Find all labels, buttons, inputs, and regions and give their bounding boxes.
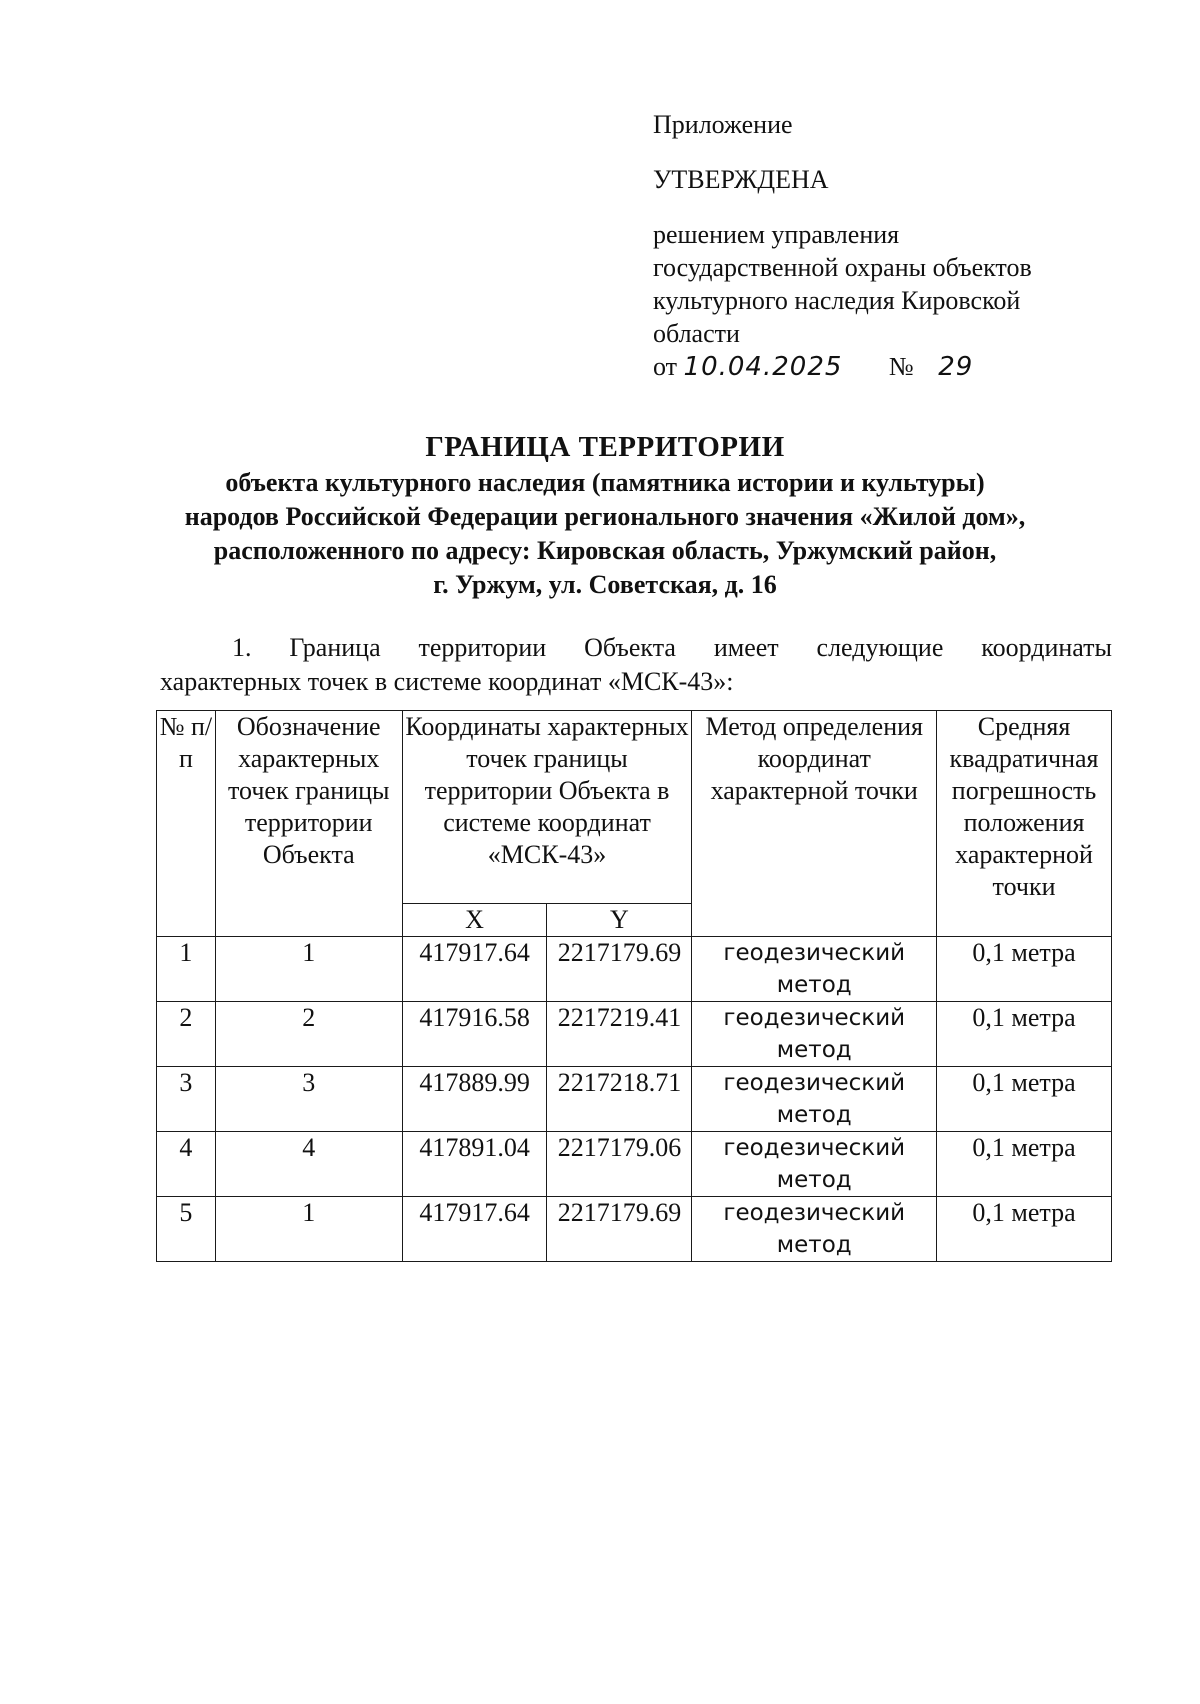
handwritten-number: 29 (938, 352, 974, 382)
cell-x: 417889.99 (402, 1067, 547, 1132)
header-num: № п/п (157, 711, 216, 937)
table-row (157, 1132, 1112, 1197)
title-line: г. Уржум, ул. Советская, д. 16 (433, 570, 777, 599)
cell-error: 0,1 метра (937, 1197, 1112, 1262)
approval-block (653, 108, 1133, 384)
cell-x: 417916.58 (402, 1002, 547, 1067)
coordinates-table (156, 710, 1112, 1262)
cell-y: 2217179.69 (547, 1197, 692, 1262)
cell-x: 417917.64 (402, 937, 547, 1002)
cell-method: геодезический метод (692, 1002, 937, 1067)
boundary-paragraph (160, 631, 1112, 699)
cell-method: геодезический метод (692, 1067, 937, 1132)
cell-y: 2217218.71 (547, 1067, 692, 1132)
cell-method: геодезический метод (692, 1197, 937, 1262)
header-x: X (402, 904, 547, 937)
cell-point: 1 (215, 1197, 402, 1262)
date-prefix: от (653, 352, 678, 381)
header-coordinates: Координаты характерных точек границы территории Объекта в системе координат «МСК-43» (402, 711, 692, 904)
date-number-line (653, 350, 1133, 384)
handwritten-date: 10.04.2025 (683, 352, 843, 382)
cell-y: 2217179.69 (547, 937, 692, 1002)
cell-num: 2 (157, 1002, 216, 1067)
header-method: Метод определения координат характерной точки (692, 711, 937, 937)
table-row (157, 1197, 1112, 1262)
cell-num: 1 (157, 937, 216, 1002)
title-line: расположенного по адресу: Кировская область, Уржумский район, (213, 536, 997, 565)
cell-y: 2217179.06 (547, 1132, 692, 1197)
cell-x: 417891.04 (402, 1132, 547, 1197)
approved-label: УТВЕРЖДЕНА (653, 165, 829, 194)
cell-error: 0,1 метра (937, 1067, 1112, 1132)
title-line: объекта культурного наследия (памятника истории и культуры) (225, 468, 985, 497)
table-row (157, 937, 1112, 1002)
header-designation: Обозначение характерных точек границы территории Объекта (215, 711, 402, 937)
document-title (140, 428, 1070, 602)
cell-point: 1 (215, 937, 402, 1002)
title-line: народов Российской Федерации регионального значения «Жилой дом», (184, 502, 1026, 531)
paragraph-line-1: 1. Граница территории Объекта имеет следующие координаты (232, 633, 1112, 662)
cell-num: 5 (157, 1197, 216, 1262)
decision-line: культурного наследия Кировской (653, 286, 1021, 315)
cell-point: 3 (215, 1067, 402, 1132)
header-y: Y (547, 904, 692, 937)
cell-x: 417917.64 (402, 1197, 547, 1262)
paragraph-line-2: характерных точек в системе координат «МСК-43»: (160, 667, 734, 696)
decision-line: государственной охраны объектов (653, 253, 1032, 282)
cell-method: геодезический метод (692, 937, 937, 1002)
title-main: ГРАНИЦА ТЕРРИТОРИИ (425, 431, 785, 463)
cell-error: 0,1 метра (937, 1132, 1112, 1197)
cell-point: 2 (215, 1002, 402, 1067)
cell-num: 4 (157, 1132, 216, 1197)
cell-error: 0,1 метра (937, 937, 1112, 1002)
cell-method: геодезический метод (692, 1132, 937, 1197)
cell-y: 2217219.41 (547, 1002, 692, 1067)
cell-num: 3 (157, 1067, 216, 1132)
header-error: Средняя квадратичная погрешность положения характерной точки (937, 711, 1112, 937)
table-row (157, 1067, 1112, 1132)
number-sign: № (888, 352, 914, 381)
decision-line: области (653, 319, 740, 348)
cell-error: 0,1 метра (937, 1002, 1112, 1067)
cell-point: 4 (215, 1132, 402, 1197)
table-row (157, 1002, 1112, 1067)
decision-line: решением управления (653, 220, 900, 249)
appendix-label: Приложение (653, 110, 793, 139)
